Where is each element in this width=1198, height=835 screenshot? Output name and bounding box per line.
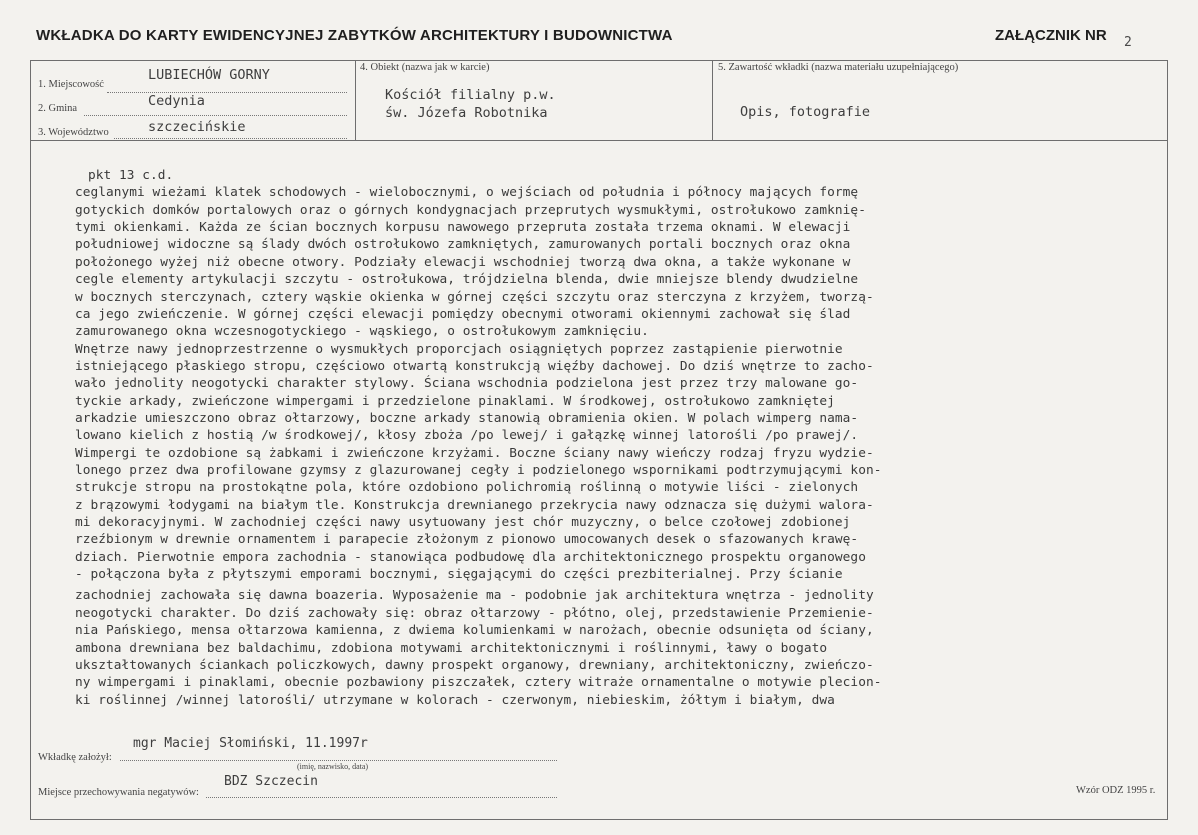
body-line: lonego przez dwa profilowane gzymsy z glazurowanej cegły i podzielonego wspornikami podtrzymującymi kon- [75,463,882,478]
gmina-value: Cedynia [148,93,205,109]
body-line: ceglanymi wieżami klatek schodowych - wielobocznymi, o wejściach od południa i północy mających formę [75,185,859,201]
body-line: arkadzie umieszczono obraz ołtarzowy, boczne arkady stanowią obramienia okien. W polach wimperg nama- [75,410,859,426]
body-line: w bocznych sterczynach, cztery wąskie okienka w górnej części szczytu oraz sterczyna z krzyżem, tworzą- [75,289,874,305]
zalozyl-dotted-line [120,760,557,761]
attachment-number: 2 [1124,35,1132,50]
body-line: z brązowymi łodygami na białym tle. Konstrukcja drewnianego przekrycia nawy odznacza się dużymi walora- [75,497,874,513]
body-line: zachodniej zachowała się dawna boazeria. Wyposażenie ma - podobnie jak architektura wnętrza - jednolity [75,588,874,604]
column-divider-1 [355,60,356,140]
body-line: nia Pańskiego, mensa ołtarzowa kamienna, z dwiema kolumienkami w narożach, obecnie odsunięta od ściany, [75,623,874,639]
gmina-dotted-line [84,115,347,116]
body-line: ca jego zwieńczenie. W górnej części elewacji pomiędzy obecnymi otworami okiennymi zachował się ślad [75,306,851,322]
form-version: Wzór ODZ 1995 r. [1076,785,1156,796]
body-line: ki roślinnej /winnej latorośli/ utrzymane w kolorach - czerwonym, niebieskim, żółtym i białym, dwa [75,692,835,708]
body-line: tymi okienkami. Każda ze ścian bocznych korpusu nawowego przepruta została trzema oknami. W elewacji [75,220,851,236]
wojewodztwo-label: 3. Województwo [38,127,109,138]
body-line: tyckie arkady, zwieńczone wimpergami i przedzielone pinaklami. W środkowej, ostrołukowo zamkniętej [75,393,835,409]
header-divider [30,140,1168,141]
miejsce-dotted-line [206,797,557,798]
body-line: strukcje stropu na prostokątne pola, które ozdobiono polichromią roślinną o motywie liści - zielonych [75,480,859,496]
zawartosc-label: 5. Zawartość wkładki (nazwa materiału uzupełniającego) [718,62,959,73]
body-line: południowej widoczne są ślady dwóch ostrołukowo zamkniętych, zamurowanych portali bocznych oraz okna [75,237,851,253]
section-heading: pkt 13 c.d. [88,168,174,183]
body-line: ukształtowanych ściankach policzkowych, dawny prospekt organowy, drewniany, architektoniczny, zwieńczo- [75,657,874,673]
body-line: Wnętrze nawy jednoprzestrzenne o wysmukłych proporcjach osiągniętych poprzez zastąpienie pierwotnie [75,341,843,357]
body-line: - połączona była z płytszymi emporami bocznymi, sięgającymi do części prezbiterialnej. Przy ścianie [75,567,843,582]
body-line: lowano kielich z hostią /w środkowej/, kłosy zboża /po lewej/ i gałązkę winnej latorośli /po prawej/. [75,428,859,444]
body-line: neogotycki charakter. Do dziś zachowały się: obraz ołtarzowy - płótno, olej, przedstawienie Przemienie- [75,605,874,621]
miejscowosc-label: 1. Miejscowość [38,79,104,90]
body-line: położonego wyżej niż obecne otwory. Podziały elewacji wschodniej tworzą dwa okna, a także wykonane w [75,254,851,270]
column-divider-2 [712,60,713,140]
zalozyl-hint: (imię, nazwisko, data) [297,762,369,771]
wojewodztwo-dotted-line [114,138,347,139]
body-line: cegle elementy artykulacji szczytu - ostrołukowa, trójdzielna blenda, dwie mniejsze blendy dwudzielne [75,272,859,288]
miejsce-value: BDZ Szczecin [224,774,318,789]
zalozyl-value: mgr Maciej Słomiński, 11.1997r [133,736,368,751]
miejscowosc-dotted-line [107,92,347,93]
body-line: istniejącego płaskiego stropu, częściowo otwartą konstrukcją więźby dachowej. Do dziś wnętrze to zacho- [75,358,874,374]
gmina-label: 2. Gmina [38,103,78,114]
body-line: zamurowanego okna wczesnogotyckiego - wąskiego, o ostrołukowym zamknięciu. [75,324,649,340]
obiekt-value-line1: Kościół filialny p.w. [385,87,556,103]
body-line: rzeźbionym w drewnie ornamentem i parapecie złożonym z pionowo umocowanych desek o sfazowanych krawę- [75,532,859,548]
miejsce-label: Miejsce przechowywania negatywów: [38,787,199,798]
body-line: wało jednolity neogotycki charakter stylowy. Ściana wschodnia podzielona jest przez trzy malowane go- [75,376,859,392]
body-line: ny wimpergami i pinaklami, obecnie pozbawiony piszczałek, cztery witraże ornamentalne o motywie plecion- [75,675,882,691]
form-title: WKŁADKA DO KARTY EWIDENCYJNEJ ZABYTKÓW ARCHITEKTURY I BUDOWNICTWA [36,27,673,44]
zawartosc-value: Opis, fotografie [740,104,871,120]
zalozyl-label: Wkładkę założył: [38,752,112,763]
body-line: Wimpergi te ozdobione są żabkami i zwieńczone krzyżami. Boczne ściany nawy wieńczy rodzaj fryzu wydzie- [75,445,874,461]
wojewodztwo-value: szczecińskie [148,119,246,135]
body-line: dziach. Pierwotnie empora zachodnia - stanowiąca podbudowę dla architektonicznego prospektu organowego [75,549,866,565]
miejscowosc-value: LUBIECHÓW GORNY [148,67,270,83]
body-line: gotyckich domków portalowych oraz o górnych kondygnacjach przeprutych wysmukłymi, ostrołukowo zamknię- [75,202,866,218]
attachment-label: ZAŁĄCZNIK NR [995,27,1107,44]
body-line: ambona drewniana bez baldachimu, zdobiona motywami architektonicznymi i roślinnymi, ławy o bogato [75,640,828,656]
body-line: mi dekoracyjnymi. W zachodniej części nawy usytuowany jest chór muzyczny, o belce czołowej zdobionej [75,515,851,530]
obiekt-value-line2: św. Józefa Robotnika [385,105,548,121]
obiekt-label: 4. Obiekt (nazwa jak w karcie) [360,62,490,73]
